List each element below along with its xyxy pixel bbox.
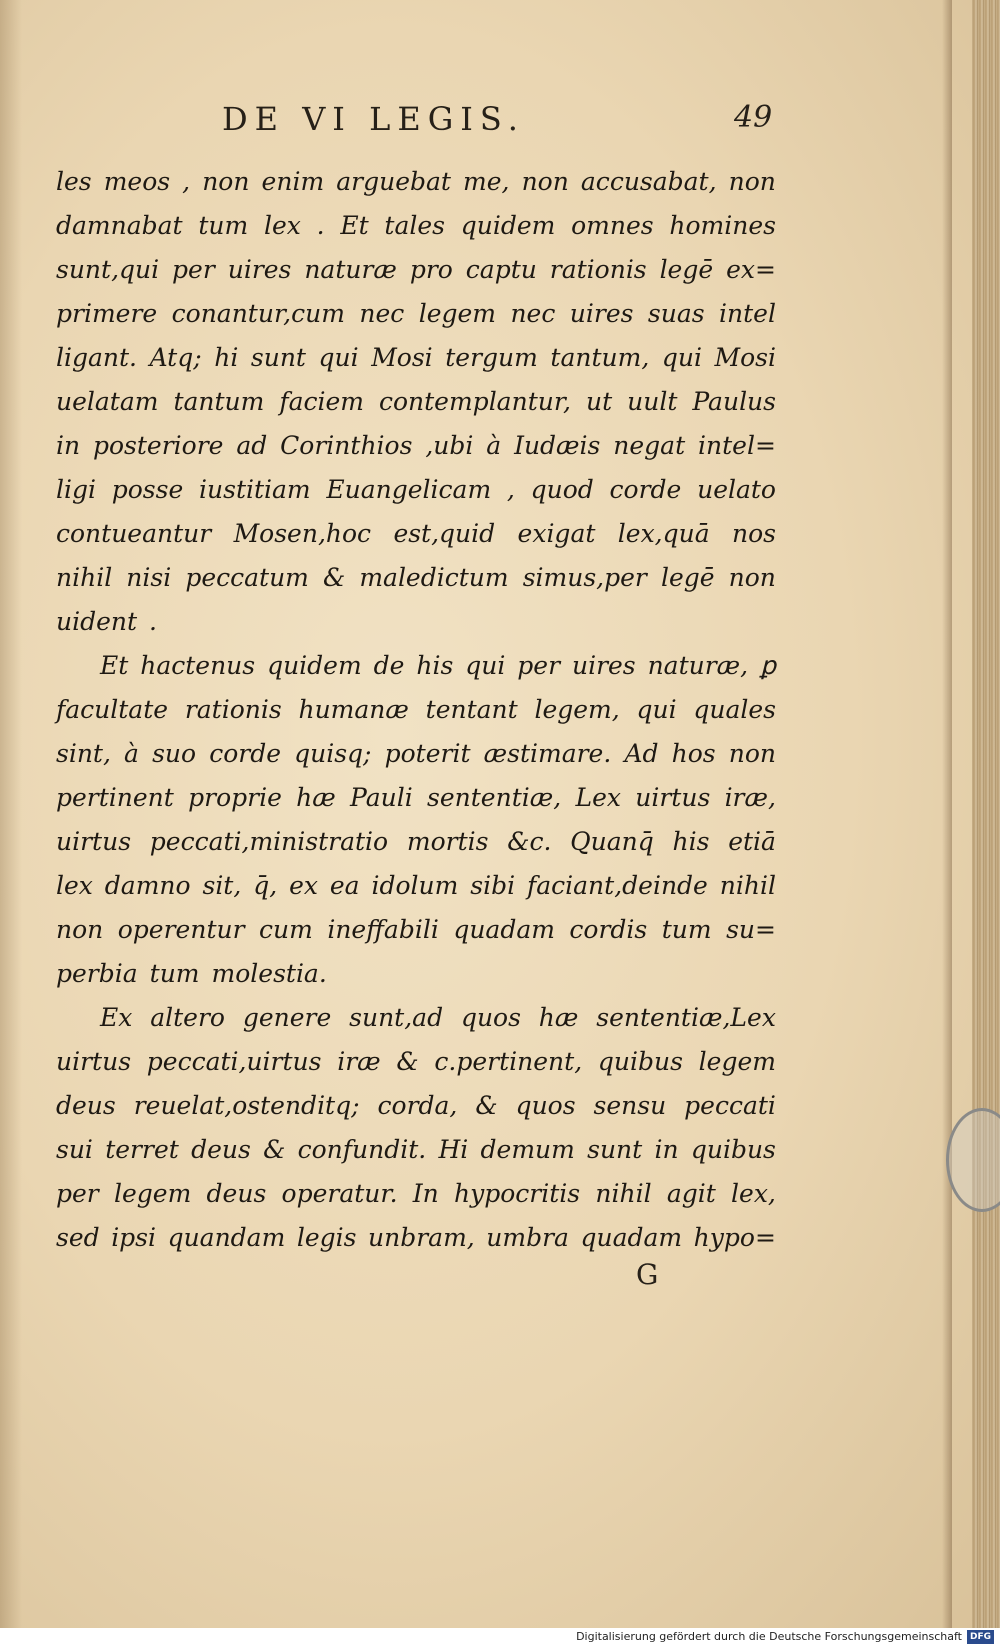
text-word: iræ, [724,783,776,812]
text-word: naturæ, [647,651,749,680]
text-word: nihil [595,1179,652,1208]
text-word: sententiæ,Lex [596,1003,776,1032]
text-word: reuelat,ostenditq; [133,1091,360,1120]
text-word: faciant,deinde [527,871,708,900]
text-word: quibus [690,1135,776,1164]
text-word: intel [719,299,776,328]
text-word: etiā [728,827,776,856]
text-word: ad [236,431,268,460]
text-line [56,864,776,908]
text-word: tantum, [550,343,650,372]
text-word: perbia [56,959,138,988]
text-word: ut [585,387,613,416]
text-word: ineffabili [327,915,439,944]
text-word: quidem [460,211,556,240]
text-line [56,424,776,468]
text-word: terret [105,1135,179,1164]
text-word: maledictum [359,563,509,592]
text-word: pertinent [56,783,174,812]
text-word: Et [100,651,129,680]
text-word: ,ubi [425,431,474,460]
text-word: proprie [188,783,282,812]
text-word: ꝑ [760,651,776,680]
text-word: uelatam [56,387,159,416]
text-word: & [475,1091,498,1120]
text-word: captu [465,255,537,284]
text-line [56,512,776,556]
text-word: deus [206,1179,267,1208]
text-word: accusabat, [580,167,717,196]
text-word: quisq; [294,739,372,768]
text-word: pro [409,255,453,284]
text-word: uident [56,607,138,636]
text-line [56,1172,776,1216]
text-word: nec [359,299,405,328]
text-word: sunt [587,1135,643,1164]
text-word: his [672,827,710,856]
text-word: umbra [486,1223,569,1252]
text-word: uires [569,299,634,328]
signature-mark: G [636,1258,659,1291]
text-word: , [506,475,515,504]
text-word: Paulus [692,387,776,416]
text-word: homines [669,211,776,240]
text-word: Euangelicam [326,475,492,504]
text-word: cordis [569,915,648,944]
text-word: agit [666,1179,716,1208]
text-word: sunt,qui [56,255,160,284]
text-word: in [654,1135,679,1164]
page-number: 49 [734,100,773,135]
text-word: legē [660,563,715,592]
gutter-shadow [0,0,22,1628]
text-word: quidem [267,651,362,680]
text-word: Quanq̄ [570,827,654,856]
text-word: uires [571,651,636,680]
text-word: rationis [184,695,282,724]
text-word: non [521,167,569,196]
text-word: damno [104,871,191,900]
text-word: suo [152,739,197,768]
text-word: unbram, [368,1223,475,1252]
text-word: Lex [575,783,621,812]
text-word: omnes [571,211,654,240]
text-word: cum [259,915,313,944]
text-word: ligi [56,475,96,504]
text-line [56,600,776,644]
running-head [0,100,980,150]
text-word: à [124,739,139,768]
text-word: operentur [117,915,245,944]
text-word: tum [149,959,200,988]
text-line [56,336,776,380]
text-word: posse [111,475,184,504]
footer-credit: Digitalisierung gefördert durch die Deutsche Forschungsgemeinschaft [576,1630,962,1643]
footer-bar [0,1628,1000,1646]
text-word: sensu [593,1091,667,1120]
text-word: sui [56,1135,93,1164]
text-line [56,1216,776,1260]
text-word: legē [659,255,714,284]
text-word: nihil [56,563,113,592]
text-word: quales [693,695,776,724]
text-word: genere [242,1003,332,1032]
text-word: operatur. [281,1179,398,1208]
text-word: hypocritis [454,1179,581,1208]
text-word: à [486,431,502,460]
text-word: faciem [279,387,364,416]
text-word: su= [726,915,776,944]
text-line [56,1084,776,1128]
text-word: & [396,1047,419,1076]
text-line [56,1040,776,1084]
text-word: damnabat [56,211,183,240]
text-word: mortis [406,827,489,856]
text-line [56,248,776,292]
text-word: suas [647,299,705,328]
text-word: q̄, [253,871,278,900]
text-line [56,204,776,248]
text-word: & [322,563,346,592]
text-line [56,688,776,732]
text-word: sunt [250,343,306,372]
text-word: ea [329,871,360,900]
text-word: In [412,1179,439,1208]
text-word: demum [480,1135,575,1164]
text-word: peccatum [185,563,309,592]
text-word: sint, [56,739,111,768]
book-fore-edge [972,0,1000,1628]
text-word: hæ [538,1003,579,1032]
text-word: sibi [470,871,516,900]
text-line [56,996,776,1040]
text-word: qui [318,343,359,372]
text-word: sententiæ, [427,783,562,812]
text-line [56,160,776,204]
text-word: . [316,211,325,240]
text-word: tergum [445,343,538,372]
text-word: &c. [507,827,552,856]
text-word: lex, [731,1179,776,1208]
text-word: uult [627,387,678,416]
text-word: per [56,1179,99,1208]
text-word: hæ [296,783,336,812]
text-word: les [56,167,92,196]
text-word: est,quid [393,519,496,548]
text-word: deus [56,1091,116,1120]
text-word: conantur,cum [171,299,345,328]
text-word: molestia. [211,959,327,988]
text-word: facultate [56,695,169,724]
text-word: poterit [384,739,471,768]
text-word: rationis [549,255,647,284]
text-word: hos [671,739,716,768]
text-word: quadam [453,915,555,944]
text-word: Ad [624,739,659,768]
text-word: hypo= [693,1223,776,1252]
text-word: lex [56,871,93,900]
text-word: uirtus [56,827,132,856]
text-word: peccati [684,1091,776,1120]
text-word: quandam [167,1223,286,1252]
text-word: non [56,915,104,944]
text-word: tantum [173,387,265,416]
text-line [56,556,776,600]
text-word: tales [384,211,445,240]
text-word: Mosi [714,343,776,372]
text-word: Pauli [350,783,413,812]
text-line [56,644,776,688]
body-text [56,160,776,1260]
text-word: hi [214,343,239,372]
text-word: Hi [438,1135,469,1164]
text-word: ipsi [111,1223,157,1252]
text-word: non [202,167,250,196]
text-word: ex= [726,255,776,284]
text-word: sit, [202,871,242,900]
text-word: ligant. [56,343,137,372]
text-word: legis [296,1223,357,1252]
text-word: exigat [517,519,596,548]
text-word: peccati,uirtus [146,1047,322,1076]
text-word: tum [198,211,249,240]
text-word: peccati,ministratio [149,827,389,856]
text-word: iræ [337,1047,381,1076]
text-word: qui [636,695,677,724]
text-word: posteriore [93,431,224,460]
text-word: æstimare. [483,739,612,768]
text-word: humanæ [298,695,409,724]
text-word: corda, [377,1091,458,1120]
text-word: lex [263,211,301,240]
text-word: legem [418,299,496,328]
text-word: & [263,1135,286,1164]
text-line [56,820,776,864]
text-word: deus [191,1135,251,1164]
text-word: nihil [719,871,776,900]
text-word: corde [209,739,281,768]
text-word: Mosi [371,343,433,372]
text-word: naturæ [304,255,397,284]
text-word: qui [465,651,506,680]
text-word: meos [103,167,171,196]
dfg-logo: DFG [967,1630,994,1644]
text-word: nos [732,519,776,548]
text-word: nisi [126,563,172,592]
text-word: sunt,ad [349,1003,444,1032]
text-word: quibus [597,1047,683,1076]
text-word: Corinthios [280,431,413,460]
text-word: uirtus [635,783,711,812]
text-word: Ex [100,1003,133,1032]
text-word: hactenus [140,651,256,680]
text-word: enim [261,167,325,196]
text-line [56,1128,776,1172]
text-line [56,776,776,820]
text-word: intel= [698,431,776,460]
text-word: negat [613,431,686,460]
text-word: per [517,651,561,680]
text-word: , [182,167,191,196]
text-word: contueantur [56,519,212,548]
text-line [56,380,776,424]
text-word: legem [114,1179,192,1208]
text-line [56,908,776,952]
text-word: non [728,167,776,196]
text-word: legem, [534,695,620,724]
text-word: uires [227,255,292,284]
text-word: me, [463,167,510,196]
text-word: c.pertinent, [434,1047,583,1076]
text-word: tentant [425,695,518,724]
text-word: uirtus [56,1047,132,1076]
text-word: non [728,739,776,768]
text-word: primere [56,299,158,328]
text-word: arguebat [336,167,451,196]
text-word: contemplantur, [378,387,571,416]
text-line [56,952,776,996]
fore-edge-shadow [942,0,952,1628]
text-word: altero [150,1003,225,1032]
text-word: quadam [580,1223,683,1252]
text-word: per [172,255,215,284]
text-word: ex [289,871,318,900]
text-line [56,732,776,776]
text-word: his [416,651,454,680]
text-word: de [373,651,405,680]
text-word: . [149,607,157,636]
text-word: Atq; [149,343,202,372]
text-word: in [56,431,81,460]
text-word: confundit. [297,1135,427,1164]
text-word: non [728,563,776,592]
header-title: DE VI LEGIS. [222,100,525,138]
text-line [56,468,776,512]
text-word: lex,quā [617,519,710,548]
text-word: iustitiam [199,475,311,504]
text-word: qui [661,343,702,372]
text-word: legem [698,1047,776,1076]
text-word: uelato [697,475,776,504]
text-word: nec [510,299,556,328]
text-word: sed [56,1223,100,1252]
text-word: idolum [371,871,459,900]
text-word: corde [609,475,682,504]
text-word: simus,per [522,563,647,592]
text-word: Et [340,211,369,240]
text-line [56,292,776,336]
text-word: tum [661,915,712,944]
text-word: Mosen,hoc [233,519,372,548]
text-word: Iudæis [514,431,601,460]
text-word: quos [460,1003,521,1032]
text-word: quod [530,475,594,504]
text-word: quos [515,1091,576,1120]
